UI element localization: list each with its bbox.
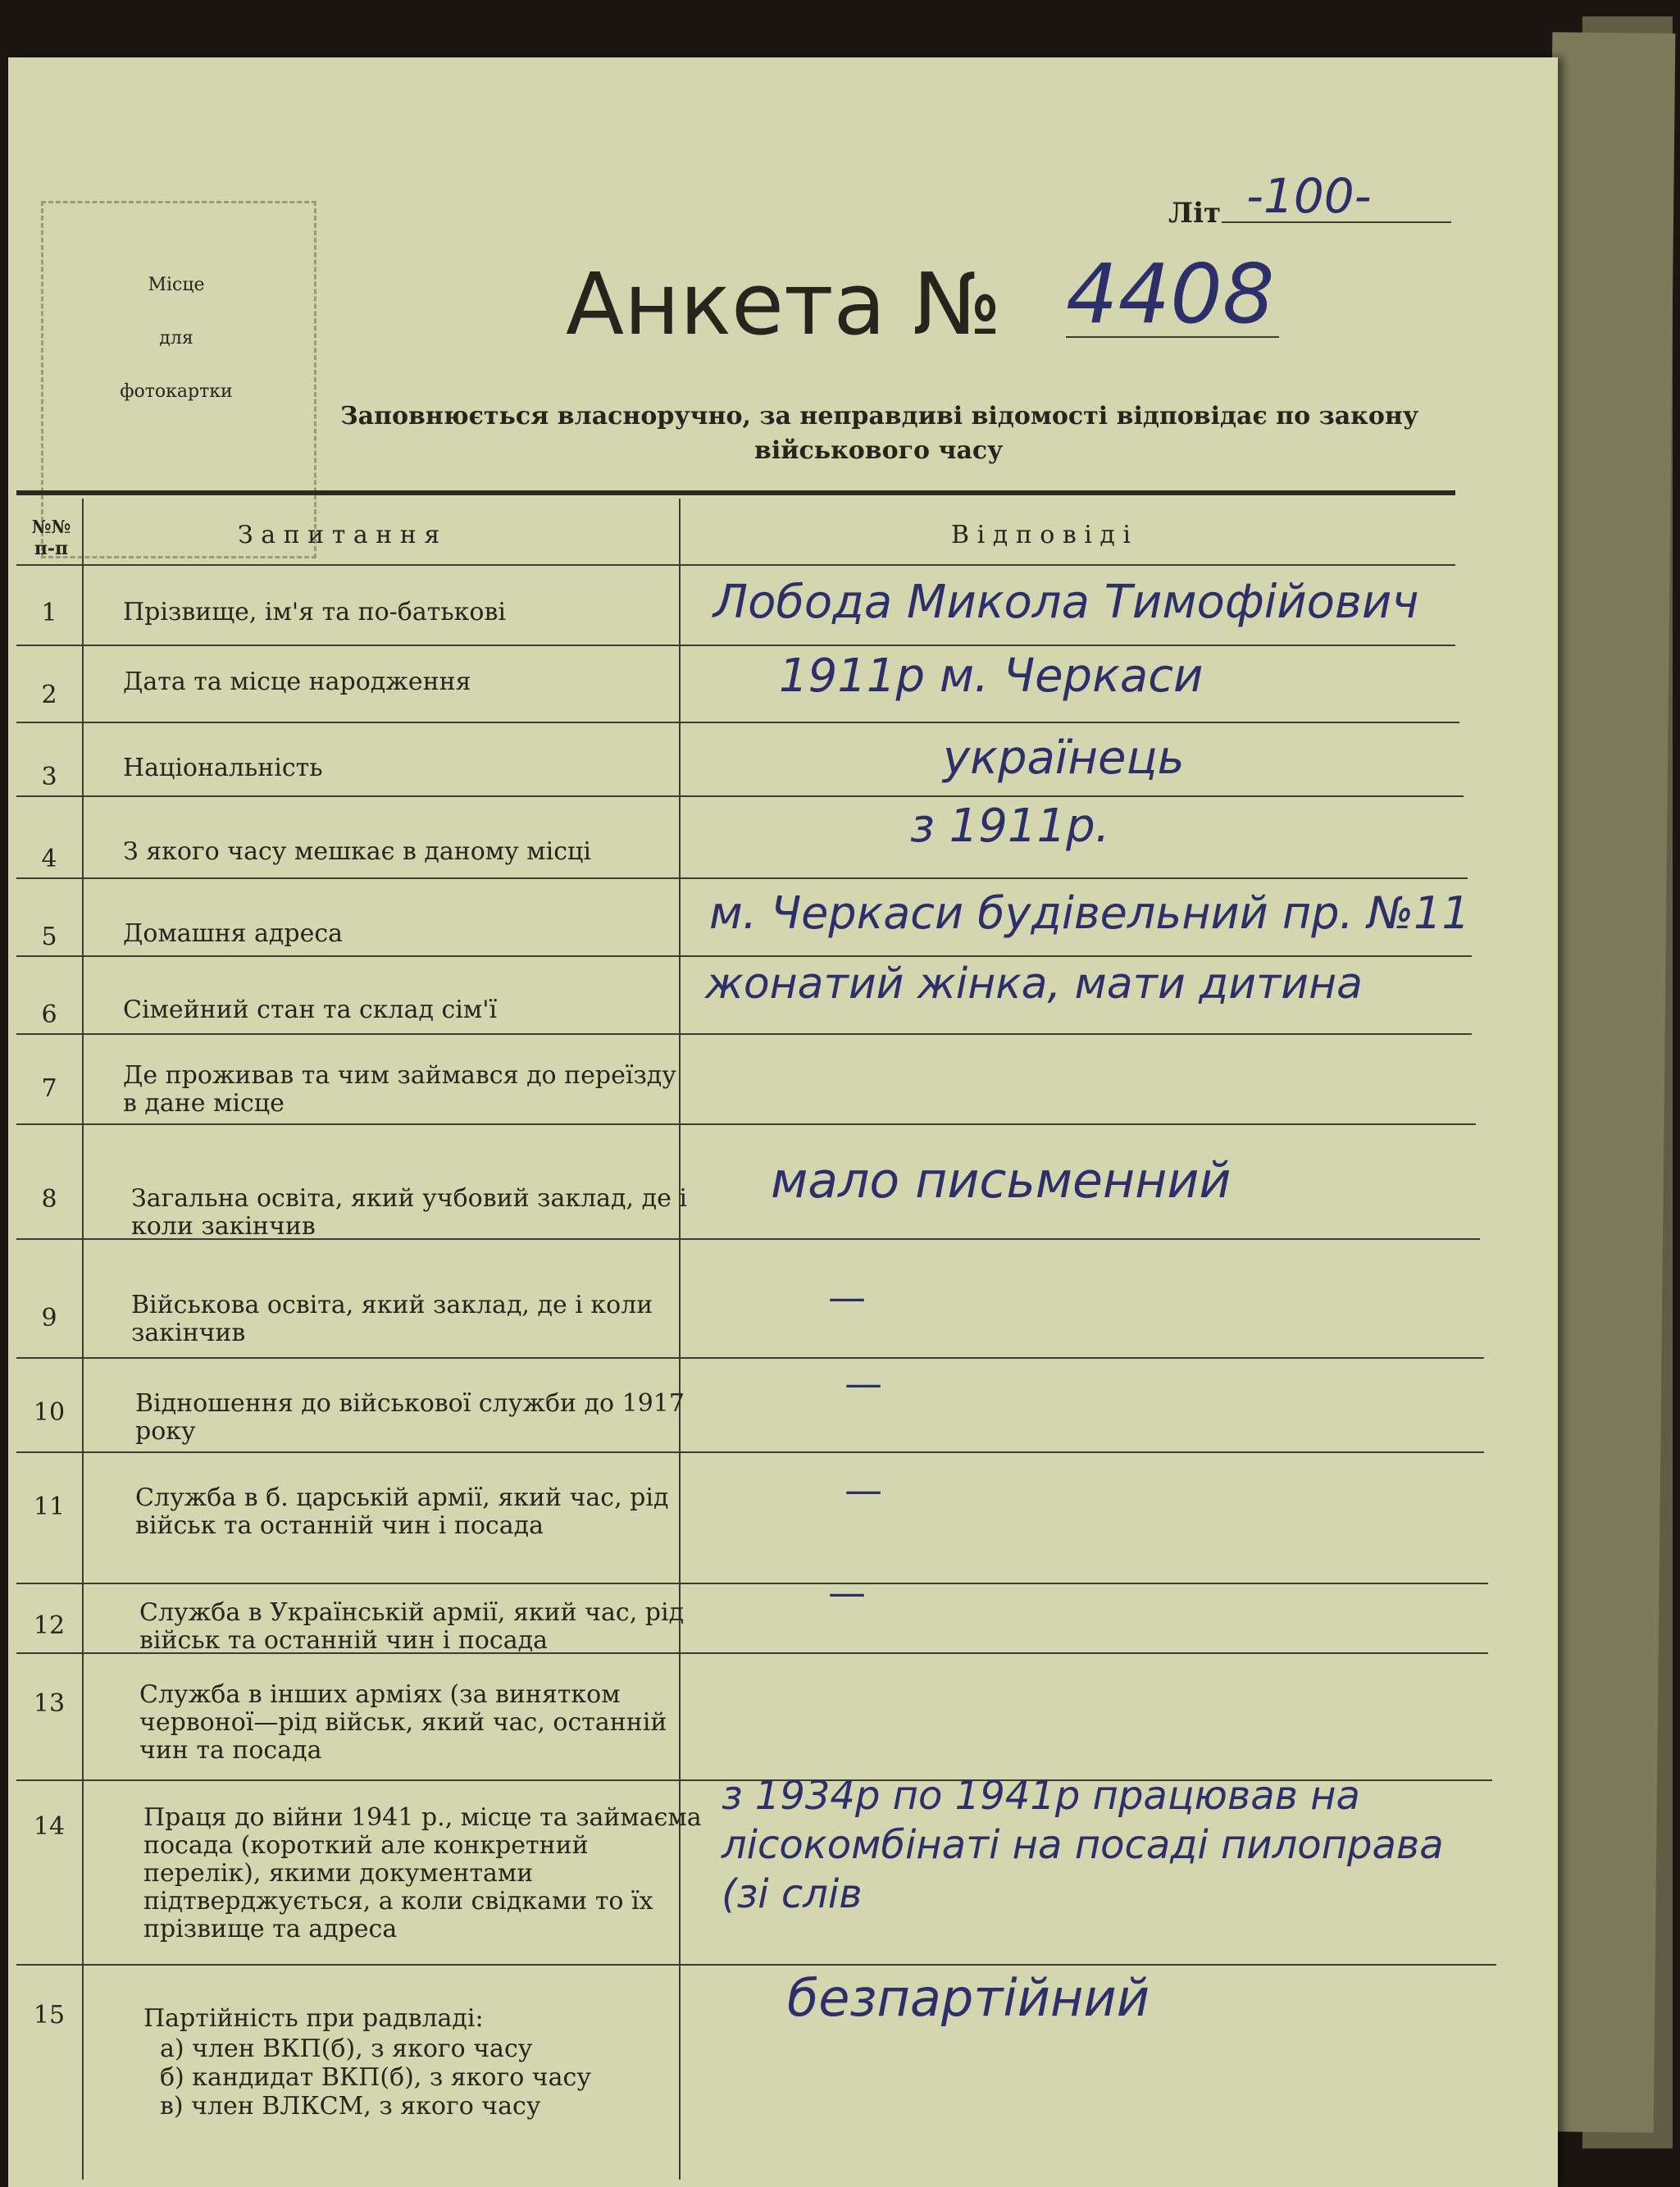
row-number: 10: [33, 1398, 66, 1427]
question-text: Служба в Українській армії, який час, рід військ та останній чин і посада: [139, 1598, 685, 1655]
instruction-line1: Заповнюється власноручно, за неправдиві відомості відповідає по закону: [340, 402, 1419, 431]
row-number: 4: [41, 845, 57, 873]
row-rule: [16, 722, 1459, 723]
row-rule: [16, 877, 1468, 879]
form-number: 4408: [1066, 246, 1275, 342]
row-number: 13: [33, 1689, 66, 1718]
col-header-answer: В і д п о в і д і: [951, 521, 1131, 549]
question-text: Праця до війни 1941 р., місце та займаєма посада (короткий але конкретний перелік), якими документами підтверджується, а коли свідками то їх прізвище та адреса: [143, 1803, 702, 1943]
party-item-b: б) кандидат ВКП(б), з якого часу: [160, 2063, 591, 2092]
lit-value: -100-: [1246, 168, 1372, 224]
row-number: 7: [41, 1074, 57, 1103]
question-text: Домашня адреса: [123, 919, 344, 948]
question-text: Служба в б. царській армії, який час, рід військ та останній чин і посада: [135, 1483, 669, 1540]
row-number: 2: [41, 681, 57, 709]
question-text: Сімейний стан та склад сім'ї: [123, 996, 498, 1024]
question-text: Національність: [123, 754, 323, 782]
row-number: 3: [41, 763, 57, 791]
row-rule: [16, 1652, 1488, 1654]
form-number-underline: [1066, 336, 1279, 338]
header-bottom-rule: [16, 564, 1455, 566]
col-divider-num: [82, 499, 84, 2180]
answer-text: безпартійний: [787, 1968, 1150, 2028]
photo-label-line2: для: [159, 328, 193, 349]
answer-text: Лобода Микола Тимофійович: [713, 576, 1419, 629]
row-rule: [16, 1451, 1484, 1453]
row-rule: [16, 1033, 1472, 1035]
lit-underline: [1222, 221, 1451, 223]
answer-text: з 1934р по 1941р працював на лісокомбінаті на посаді пилоправа (зі слів: [722, 1773, 1444, 1917]
answer-text: українець: [943, 731, 1185, 785]
row-rule: [16, 955, 1472, 957]
row-rule: [16, 645, 1455, 646]
answer-dash: —: [845, 1361, 882, 1406]
row-number: 5: [41, 923, 57, 951]
row-number: 12: [33, 1611, 66, 1640]
question-text: Партійність при радвладі:: [143, 2004, 484, 2033]
answer-text: 1911р м. Черкаси: [779, 649, 1204, 703]
row-number: 15: [33, 2001, 66, 2030]
row-number: 11: [33, 1492, 66, 1521]
photo-label-line1: Місце: [148, 275, 205, 295]
row-number: 6: [41, 1000, 57, 1029]
party-item-c: в) член ВЛКСМ, з якого часу: [160, 2092, 541, 2121]
party-item-a: а) член ВКП(б), з якого часу: [160, 2034, 533, 2063]
form-title: Анкета №: [566, 254, 1002, 354]
row-number: 14: [33, 1812, 66, 1841]
row-rule: [16, 1583, 1488, 1584]
row-number: 8: [41, 1185, 57, 1214]
photo-label-line3: фотокартки: [120, 381, 233, 402]
question-text: Загальна освіта, який учбовий заклад, де і коли закінчив: [131, 1184, 687, 1241]
question-text: Дата та місце народження: [123, 667, 471, 696]
answer-text: жонатий жінка, мати дитина: [705, 959, 1363, 1009]
row-number: 9: [41, 1304, 57, 1333]
table-top-rule: [16, 490, 1455, 495]
question-text: Військова освіта, який заклад, де і коли закінчив: [131, 1291, 653, 1347]
answer-text: м. Черкаси будівельний пр. №11: [709, 887, 1470, 939]
lit-label: Літ: [1168, 197, 1222, 230]
answer-dash: —: [845, 1468, 882, 1512]
answer-dash: —: [828, 1570, 866, 1615]
row-rule: [16, 795, 1464, 797]
row-rule: [16, 1357, 1484, 1359]
instruction-line2: військового часу: [754, 436, 1004, 465]
question-text: Прізвище, ім'я та по-батькові: [123, 598, 506, 626]
row-rule: [16, 1123, 1476, 1125]
col-header-num: №№ п-п: [31, 517, 71, 559]
row-rule: [16, 1964, 1496, 1966]
question-text: Де проживав та чим займався до переїзду в дане місце: [123, 1061, 676, 1118]
answer-text: з 1911р.: [910, 800, 1110, 853]
col-header-question: З а п и т а н н я: [238, 521, 440, 549]
questionnaire-sheet: [8, 57, 1558, 2187]
row-number: 1: [41, 599, 57, 627]
answer-text: мало письменний: [771, 1152, 1232, 1210]
row-rule: [16, 1238, 1480, 1240]
question-text: Служба в інших арміях (за винятком червоної—рід військ, який час, останній чин та посада: [139, 1680, 667, 1765]
question-text: Відношення до військової служби до 1917 року: [135, 1389, 685, 1446]
answer-dash: —: [828, 1275, 866, 1319]
question-text: З якого часу мешкає в даному місці: [123, 837, 591, 866]
